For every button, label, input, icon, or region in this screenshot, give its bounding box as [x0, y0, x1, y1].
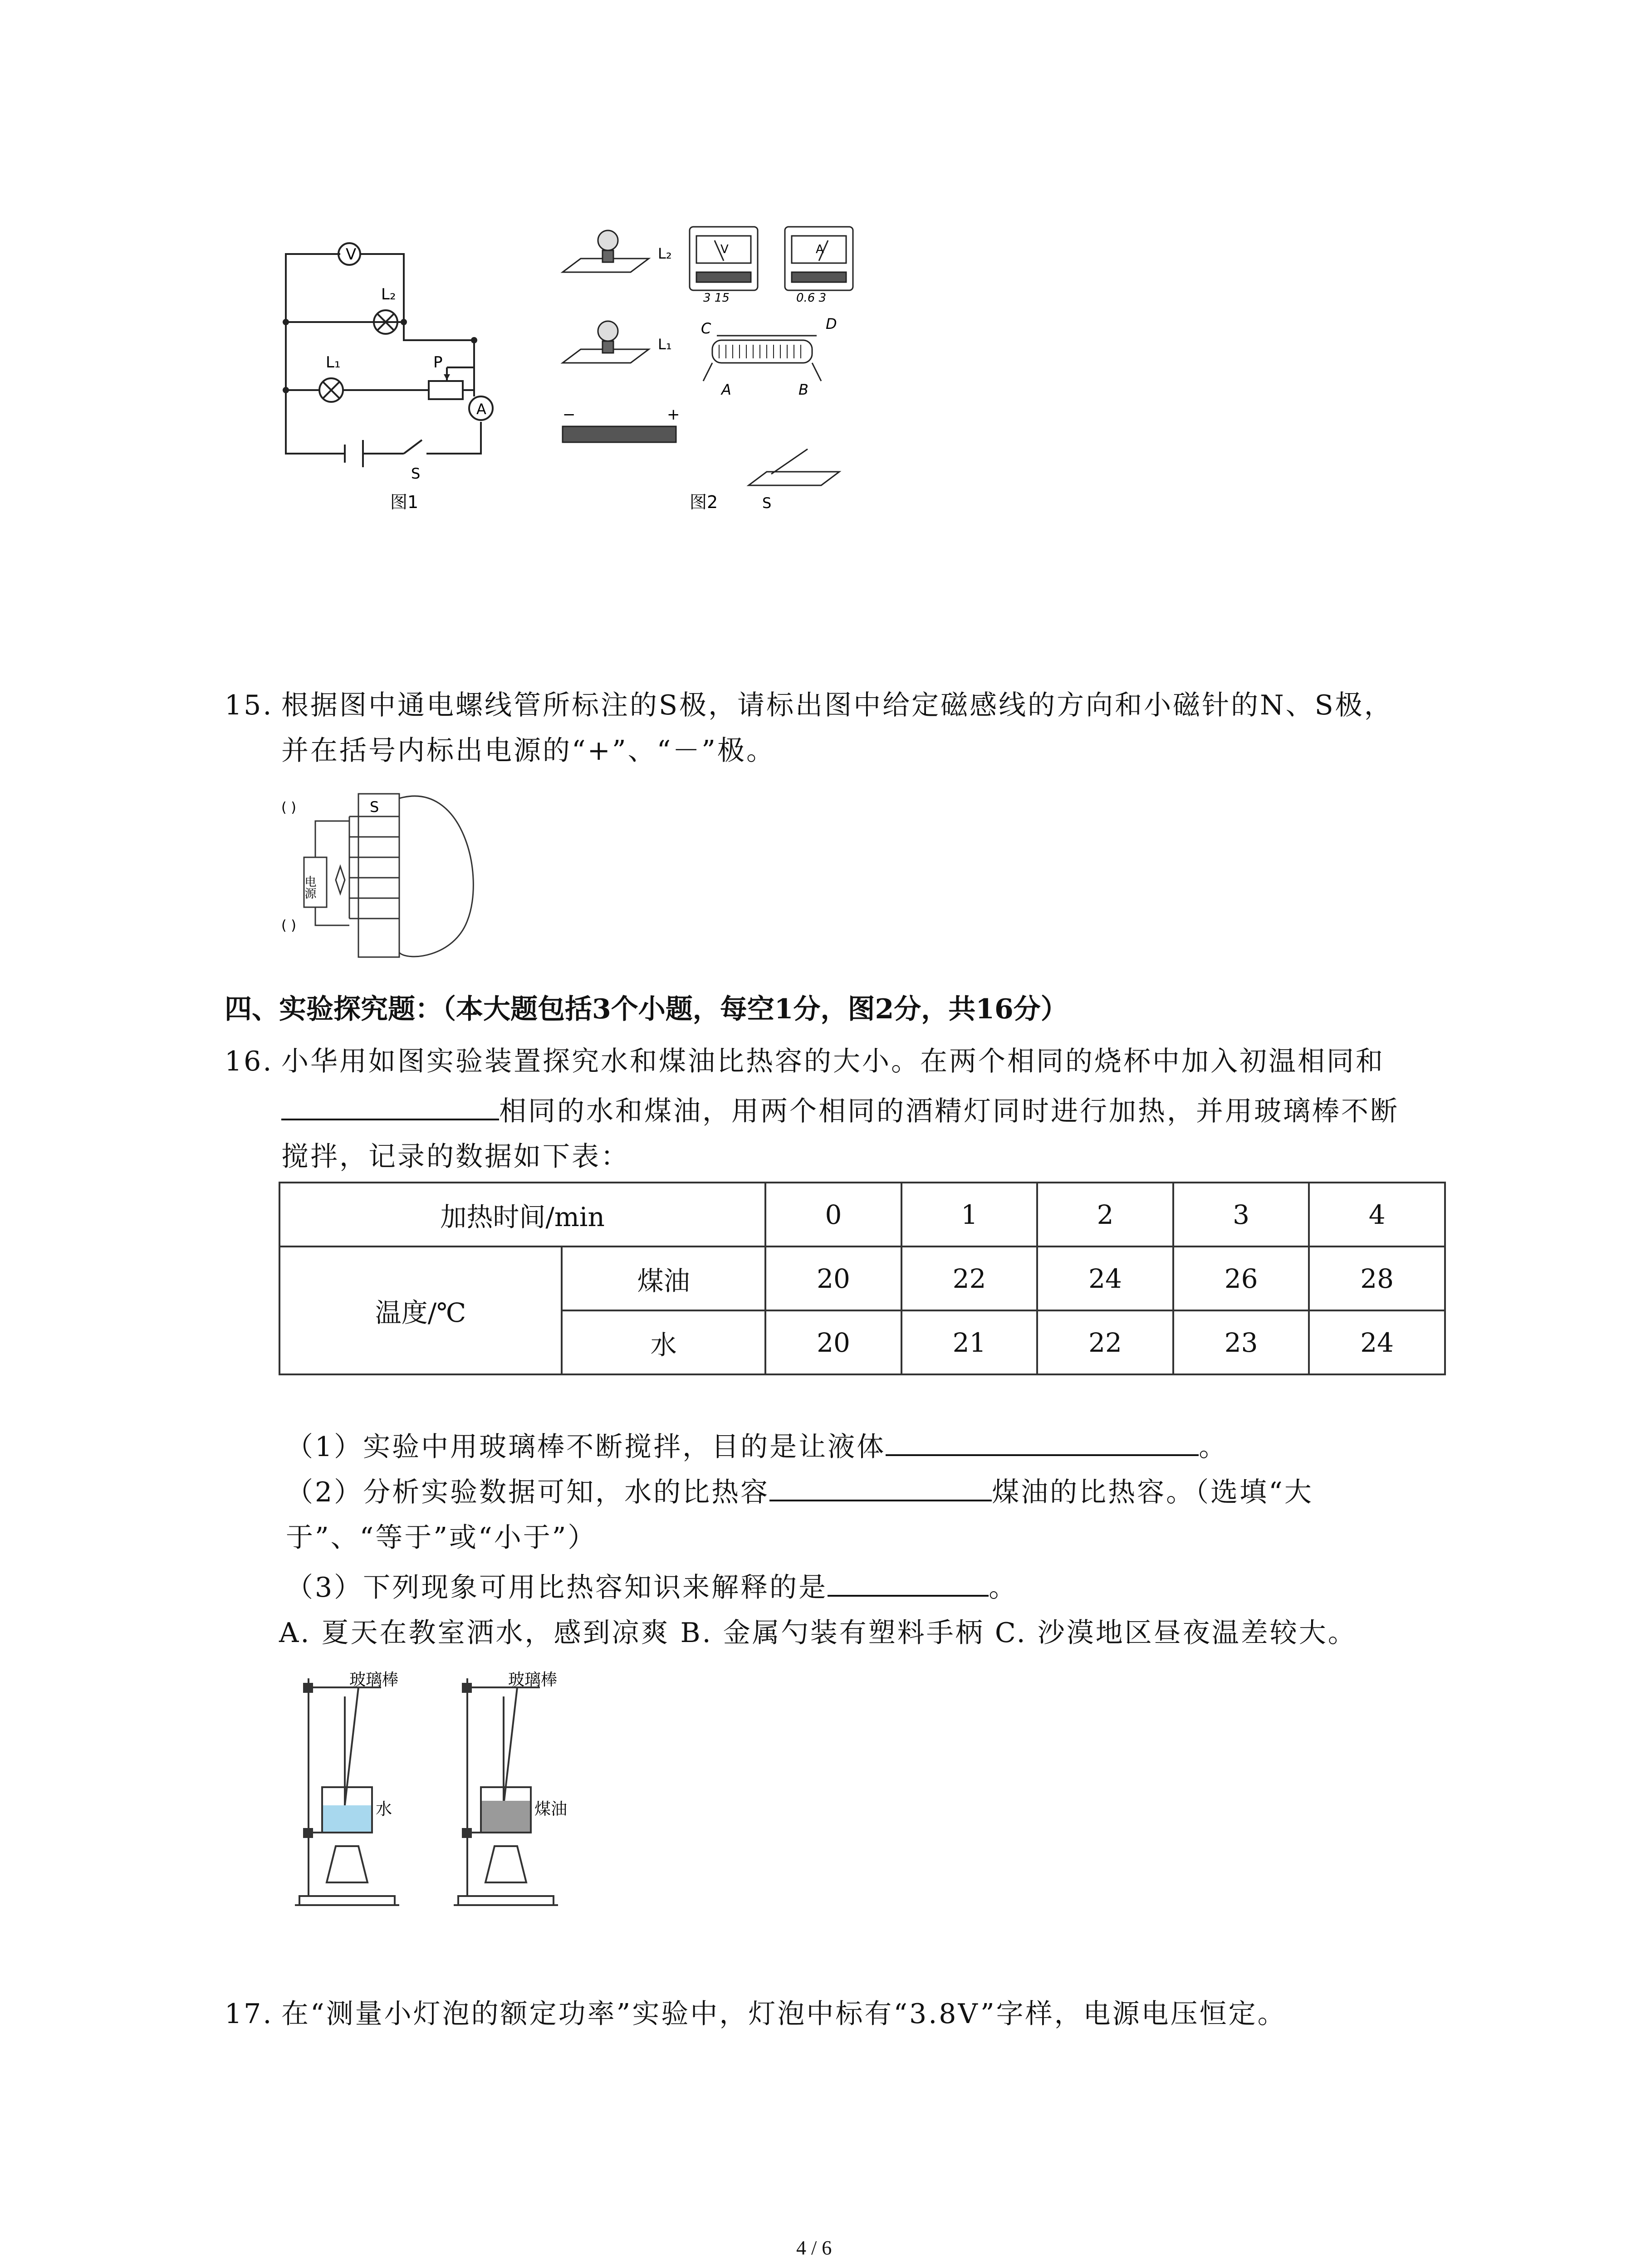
lamp-l2-label: L₂ [381, 285, 396, 303]
answer-options: A. 夏天在教室洒水，感到凉爽 B. 金属勺装有塑料手柄 C. 沙漠地区昼夜温差较大。 [279, 1617, 1357, 1649]
solenoid-paren-bottom: ( ) [281, 918, 296, 934]
kerosene-label: 煤油 [534, 1800, 568, 1818]
battery-minus-label: − [563, 406, 576, 424]
value-cell: 22 [901, 1246, 1038, 1310]
time-cell: 0 [765, 1183, 901, 1246]
answer-blank-mass[interactable] [281, 1090, 499, 1120]
answer-blank-3[interactable] [828, 1566, 989, 1597]
time-cell: 2 [1037, 1183, 1173, 1246]
table-row [279, 1246, 1445, 1310]
question-16-line2: 相同的水和煤油，用两个相同的酒精灯同时进行加热，并用玻璃棒不断 [499, 1095, 1399, 1127]
time-cell: 3 [1173, 1183, 1309, 1246]
temperature-data-table [279, 1182, 1446, 1375]
power-source-label: 电源 [303, 875, 316, 899]
time-cell: 4 [1309, 1183, 1445, 1246]
component-l1-label: L₁ [658, 336, 672, 353]
solenoid-s-pole: S [370, 798, 379, 816]
rheostat-c-label: C [701, 320, 711, 337]
value-cell: 20 [765, 1310, 901, 1374]
switch-s-label: S [411, 465, 421, 482]
question-17-number: 17. [225, 1998, 274, 2030]
sub-question-2: （2）分析实验数据可知，水的比热容 [286, 1476, 770, 1508]
voltmeter-scale: 3 15 [703, 291, 730, 305]
sub-question-1-end: 。 [1199, 1431, 1228, 1463]
liquid-name-cell: 水 [562, 1310, 765, 1374]
question-15-number: 15. [225, 689, 274, 721]
figure-physical-components [554, 213, 889, 531]
rheostat-d-label: D [826, 315, 837, 332]
sub-question-3-end: 。 [989, 1572, 1018, 1603]
rheostat-b-label: B [798, 381, 808, 398]
water-label: 水 [376, 1800, 392, 1818]
value-cell: 28 [1309, 1246, 1445, 1310]
value-cell: 20 [765, 1246, 901, 1310]
temperature-label-cell: 温度/℃ [279, 1246, 562, 1374]
answer-blank-2[interactable] [769, 1471, 992, 1501]
voltmeter-symbol: V [346, 245, 357, 264]
answer-blank-1[interactable] [886, 1425, 1199, 1456]
sub-question-1: （1）实验中用玻璃棒不断搅拌，目的是让液体 [286, 1431, 886, 1463]
sub-question-3: （3）下列现象可用比热容知识来解释的是 [286, 1572, 828, 1603]
sub-question-2-end: 煤油的比热容。（选填“大 [992, 1476, 1313, 1508]
figure-solenoid [272, 785, 499, 966]
figure2-caption: 图2 [690, 492, 718, 512]
time-header-cell: 加热时间/min [279, 1183, 765, 1246]
ammeter-face-label: A [816, 243, 824, 256]
rheostat-a-label: A [721, 381, 731, 398]
value-cell: 26 [1173, 1246, 1309, 1310]
circuit-junction-dots [283, 319, 477, 393]
value-cell: 22 [1037, 1310, 1173, 1374]
value-cell: 24 [1037, 1246, 1173, 1310]
value-cell: 24 [1309, 1310, 1445, 1374]
time-cell: 1 [901, 1183, 1038, 1246]
section-4-heading: 四、实验探究题：（本大题包括3个小题，每空1分，图2分，共16分） [225, 993, 1068, 1025]
value-cell: 21 [901, 1310, 1038, 1374]
solenoid-paren-top: ( ) [281, 800, 296, 816]
battery-plus-label: + [667, 406, 680, 424]
question-16-number: 16. [225, 1046, 274, 1077]
glass-rod-label-left: 玻璃棒 [349, 1671, 399, 1689]
question-17-text: 在“测量小灯泡的额定功率”实验中，灯泡中标有“3.8V”字样，电源电压恒定。 [281, 1998, 1287, 2030]
figure-heating-apparatus [281, 1669, 626, 1914]
lamp-l1-label: L₁ [326, 353, 341, 371]
page-number: 4 / 6 [796, 2237, 832, 2259]
glass-rod-label-right: 玻璃棒 [508, 1671, 558, 1689]
ammeter-scale: 0.6 3 [796, 291, 827, 305]
liquid-name-cell: 煤油 [562, 1246, 765, 1310]
ammeter-symbol: A [476, 401, 486, 418]
slider-p-label: P [433, 353, 443, 371]
voltmeter-face-label: V [720, 243, 729, 256]
question-15-line2: 并在括号内标出电源的“+”、“－”极。 [281, 735, 775, 767]
question-16-line1: 小华用如图实验装置探究水和煤油比热容的大小。在两个相同的烧杯中加入初温相同和 [281, 1046, 1385, 1077]
question-15-line1: 根据图中通电螺线管所标注的S极，请标出图中给定磁感线的方向和小磁针的N、S极， [281, 689, 1393, 721]
question-16-line3: 搅拌，记录的数据如下表： [281, 1141, 630, 1173]
value-cell: 23 [1173, 1310, 1309, 1374]
figure1-caption: 图1 [390, 492, 419, 512]
sub-question-2-line2: 于”、“等于”或“小于”） [286, 1522, 597, 1554]
table-row [279, 1183, 1445, 1246]
component-switch-label: S [762, 494, 772, 512]
component-l2-label: L₂ [658, 245, 672, 262]
